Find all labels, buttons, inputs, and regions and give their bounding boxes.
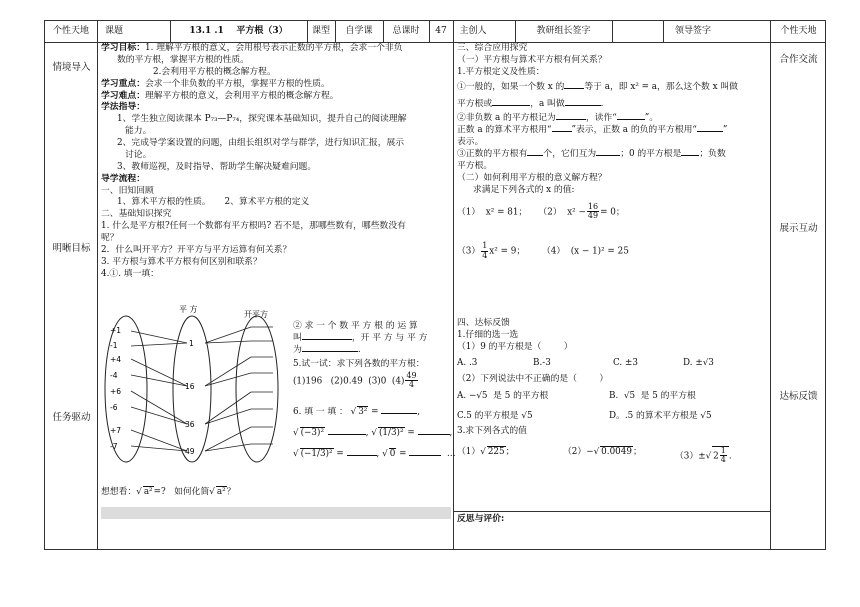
- p1-line4c: ”: [722, 125, 728, 136]
- s4-q1-opt-d: D. ±√3: [683, 357, 714, 368]
- eq-2-num: 16: [587, 201, 599, 211]
- s4-q2-opt-b: B. √5 是 5 的平方根: [609, 391, 696, 402]
- eq-3-den: 4: [482, 250, 488, 260]
- eq-2-den: 49: [587, 210, 599, 220]
- think-line: 想想看：√ a²=? 如何化简√ a²？: [101, 487, 236, 497]
- question-1b: 呢？: [101, 233, 119, 243]
- goal-1b: 数的平方根，掌握平方根的性质。: [117, 54, 249, 65]
- middle-content: 三、综合应用探究 （一）平方根与算术平方根有何关系？ 1.平方根定义及性质： ①一般的，如果一个数 x 的 等于 a，即 x² = a，那么这个数 x 叫做 平方根或 ，a 叫做 . ②非负数 a 的平方根记为 ，读作“ ”。 正数 a 的算术平方根用“ ”表示，正数 a 的负的平方根用“ ” 表示。 ③正数的平方根有 个，它们互为 ；0 的平方根是 ；负数 平方根。 （二）如何利用平方根的意义解方程？ 求满足下列各式的 x 的值: （1） x² = 81； （2） x² − $\frac{16}{49}$ = 0； （3） $\frac{1}{4}$ x² = 9； （4） (x − 1)² = 25: [457, 43, 738, 260]
- eq-3b: x² = 9；: [489, 246, 526, 257]
- key-label: 学习重点：: [101, 78, 145, 89]
- q6-b: (−3)²: [300, 427, 324, 438]
- key-text: 会求一个非负数的平方根，掌握平方根的性质。: [145, 78, 330, 89]
- q6-ellipsis: …: [446, 448, 456, 459]
- guide-1b: 能力。: [125, 126, 152, 137]
- eq-4: （4） (x − 1)² = 25: [541, 246, 629, 257]
- s4-3c-den: 4: [720, 455, 726, 465]
- p1-line2a: 平方根或: [457, 98, 493, 109]
- map-right-3: 49: [185, 447, 195, 456]
- map-title-sqrt: 开平方: [244, 310, 268, 319]
- s4-3b-end: ；: [632, 447, 642, 457]
- q5-frac-den: 4: [408, 379, 415, 389]
- think-end: ？: [226, 487, 236, 497]
- s4-q2-opt-d: D。.5 的算术平方根是 √5: [609, 411, 712, 422]
- divider-header-7: [612, 21, 613, 42]
- s4-3a-value: 225: [487, 447, 505, 457]
- map-left-4: +6: [110, 387, 122, 396]
- s4-q1-opt-a: A. .3: [457, 357, 478, 368]
- s4-q1: （1）9 的平方根是（ ）: [457, 341, 573, 352]
- header-type-label: 课型: [311, 26, 330, 36]
- review-items: 1、算术平方根的性质。 2、算术平方根的定义: [117, 197, 310, 208]
- section-4-title: 四、达标反馈: [457, 318, 510, 328]
- guide-label: 学法指导：: [101, 102, 145, 113]
- s4-3c-label: （3）±: [675, 451, 706, 462]
- map-left-1: -1: [110, 341, 118, 350]
- flow-label: 导学流程：: [101, 173, 145, 184]
- think-a: a²: [143, 487, 153, 497]
- header-leader-label: 教研组长签字: [536, 26, 591, 36]
- s4-3c-num: 1: [720, 446, 726, 455]
- operation-text: ② 求 一 个 数 平 方 根 的 运 算 叫 ，开 平 方 与 平 方 为 . 5.试一试：求下列各数的平方根： (1)196 (2)0.49 (3)0 (4) $\frac{49}{4}$: [293, 321, 428, 389]
- s4-q2: （2）下列说法中不正确的是（ ）: [457, 373, 609, 384]
- difficulty-label: 学习难点：: [101, 90, 145, 101]
- map-left-7: -7: [110, 442, 118, 451]
- p1-line2b: ，a 叫做: [530, 98, 565, 109]
- guide-2b: 讨论。: [125, 149, 152, 160]
- s4-q2-opt-a: A. −√5 是 5 的平方根: [457, 391, 549, 402]
- sub-2: （二）如何利用平方根的意义解方程？: [457, 172, 607, 183]
- question-4: 4.①. 填一填：: [101, 268, 159, 279]
- header-lesson-title: 13.1 .1 平方根（3）: [189, 26, 288, 36]
- lesson-sheet: [44, 20, 826, 550]
- q6-block: 6. 填 一 填 ： √ 3² = , √ (−3)² , √ (1/3)² = , √ (−1/3)² = , √ 0 = …: [293, 407, 456, 459]
- review-title: 一、旧知回顾: [101, 185, 154, 196]
- q5-label: 5.试一试：求下列各数的平方根：: [293, 358, 425, 369]
- mapping-diagram: [101, 305, 287, 481]
- think-mid: =? 如何化简: [153, 487, 210, 497]
- p1-line3a: ②非负数 a 的平方根记为: [457, 113, 556, 124]
- s4-part1: 1.仔细的选一选: [457, 329, 519, 340]
- p1-line4b: ”表示，正数 a 的负的平方根用“: [571, 125, 697, 136]
- left-content: [101, 43, 451, 281]
- header-period-label: 总课时: [392, 26, 420, 36]
- q4-2a: ② 求 一 个 数 平 方 根 的 运 算: [293, 321, 418, 331]
- side-label-intro: 情境导入: [52, 62, 91, 73]
- q6-d: (−1/3)²: [300, 448, 333, 459]
- gray-bar: [101, 507, 451, 519]
- header-period-value: 47: [435, 26, 447, 36]
- header-right-tag: 个性天地: [780, 26, 817, 36]
- p1-line1: ①一般的，如果一个数 x 的: [457, 81, 565, 92]
- divider-middle: [453, 21, 454, 549]
- q6-c: (1/3)²: [378, 427, 404, 438]
- s4-3b-label: （2）−: [563, 447, 594, 457]
- header-lesson-label: 课题: [104, 26, 123, 36]
- goal-2: 2.会利用平方根的概念解方程。: [153, 66, 276, 77]
- divider-left-side: [97, 21, 98, 549]
- p1-line1b: 等于 a，即 x² = a，那么这个数 x 叫做: [584, 81, 738, 92]
- goal-label: 学习目标：: [101, 43, 145, 53]
- q4-2c: ，开 平 方 与 平 方: [351, 332, 428, 343]
- q4-2b: 叫: [293, 332, 302, 343]
- question-3: 3. 平方根与算术平方根有何区别和联系？: [101, 256, 262, 267]
- p1-line3b: ，读作“: [585, 113, 617, 124]
- map-title-square: 平 方: [179, 305, 198, 314]
- header-left-tag: 个性天地: [52, 26, 89, 36]
- reflect-rule: [453, 511, 770, 512]
- s4-3a-label: （1）: [457, 447, 481, 457]
- p1-line6c: ；0 的平方根是: [620, 149, 682, 159]
- guide-1a: 1、学生独立阅读课本 P₇₃—P₇₄，探究课本基础知识，提升自己的阅读理解: [117, 114, 407, 125]
- p1-line3c: ”。: [644, 113, 658, 124]
- s4-3c-end: .: [728, 451, 732, 462]
- q5-frac-num: 49: [406, 370, 417, 380]
- q6-e: 0: [389, 448, 396, 459]
- map-left-2: +4: [110, 355, 122, 364]
- map-left-0: +1: [110, 326, 122, 335]
- map-right-1: 16: [185, 382, 195, 391]
- q4-2d: 为: [293, 344, 302, 355]
- s4-3c-whole: 2: [713, 451, 719, 462]
- q6-a: 3²: [358, 407, 368, 417]
- s4-q1-opt-c: C. ±3: [613, 357, 638, 368]
- p1-line6b: 个，它们互为: [543, 149, 597, 159]
- p1-line4a: 正数 a 的算术平方根用“: [457, 125, 552, 136]
- divider-right-side: [770, 21, 771, 549]
- p1-line6a: ③正数的平方根有: [457, 149, 528, 159]
- p1-line7: 平方根。: [457, 160, 493, 171]
- reflect-label: 反思与评价:: [457, 514, 505, 524]
- p1-line5: 表示。: [457, 137, 484, 148]
- map-right-0: 1: [189, 339, 194, 348]
- eq-2a: （2） x² −: [538, 206, 586, 217]
- map-left-3: -4: [110, 371, 118, 380]
- guide-2a: 2、完成导学案设置的问题，由组长组织对学与群学，进行知识汇报，展示: [117, 138, 405, 148]
- s4-3b-value: 0.0049: [601, 447, 632, 457]
- side-label-feedback: 达标反馈: [779, 391, 818, 402]
- eq-3a: （3）: [457, 246, 481, 257]
- question-2: 2．什么叫开平方？开平方与平方运算有何关系？: [101, 244, 292, 255]
- guide-3: 3、教师巡视，及时指导、帮助学生解决疑难问题。: [117, 161, 317, 172]
- side-label-goal: 明晰目标: [52, 243, 91, 254]
- q5-items: (1)196 (2)0.49 (3)0 (4): [293, 375, 405, 386]
- sub-1: （一）平方根与算术平方根有何关系？: [457, 54, 607, 65]
- basic-title: 二、基础知识探究: [101, 209, 172, 220]
- s4-part3: 3.求下列各式的值: [457, 426, 527, 437]
- sub-2-question: 求满足下列各式的 x 的值:: [473, 184, 575, 195]
- side-label-task: 任务驱动: [52, 412, 91, 423]
- header-director-label: 领导签字: [674, 26, 711, 36]
- eq-3-num: 1: [482, 241, 488, 251]
- p1-title: 1.平方根定义及性质：: [457, 66, 545, 77]
- map-left-5: -6: [110, 403, 118, 412]
- section-3-title: 三、综合应用探究: [457, 43, 528, 53]
- eq-2b: = 0；: [600, 206, 625, 217]
- think-label: 想想看：: [101, 487, 137, 497]
- header-author-label: 主创人: [459, 26, 487, 36]
- p1-line6d: ；负数: [699, 149, 726, 159]
- side-label-cooperate: 合作交流: [779, 54, 818, 65]
- feedback-content: 四、达标反馈 1.仔细的选一选 （1）9 的平方根是（ ） A. .3 B.-3 C. ±3 D. ±√3 （2）下列说法中不正确的是（ ） A. −√5 是 5 的平方根 B. √5 是 5 的平方根 C.5 的平方根是 √5 D。.5 的算术平方根是 √5 3.求下列各式的值 （1）√ 225； （2）−√ 0.0049； （3）±√ 2 $\frac{1}{4}$ .: [457, 318, 767, 465]
- eq-1: （1） x² = 81；: [457, 206, 528, 217]
- q6-label: 6. 填 一 填 ：: [293, 407, 348, 417]
- s4-q2-opt-c: C.5 的平方根是 √5: [457, 411, 533, 422]
- s4-3a-end: ；: [505, 447, 515, 457]
- side-label-display: 展示互动: [779, 223, 818, 234]
- goal-1a: 1. 理解平方根的意义，会用根号表示正数的平方根，会求一个非负: [145, 43, 403, 53]
- difficulty-text: 理解平方根的意义，会利用平方根的概念解方程。: [145, 90, 339, 101]
- map-right-2: 36: [185, 420, 195, 429]
- header-type-value: 自学课: [345, 26, 373, 36]
- think-b: a²: [216, 487, 226, 497]
- s4-q1-opt-b: B.-3: [533, 357, 551, 368]
- question-1a: 1. 什么是平方根?任何一个数都有平方根吗? 若不是，那哪些数有，哪些数没有: [101, 221, 406, 232]
- map-left-6: +7: [110, 426, 122, 435]
